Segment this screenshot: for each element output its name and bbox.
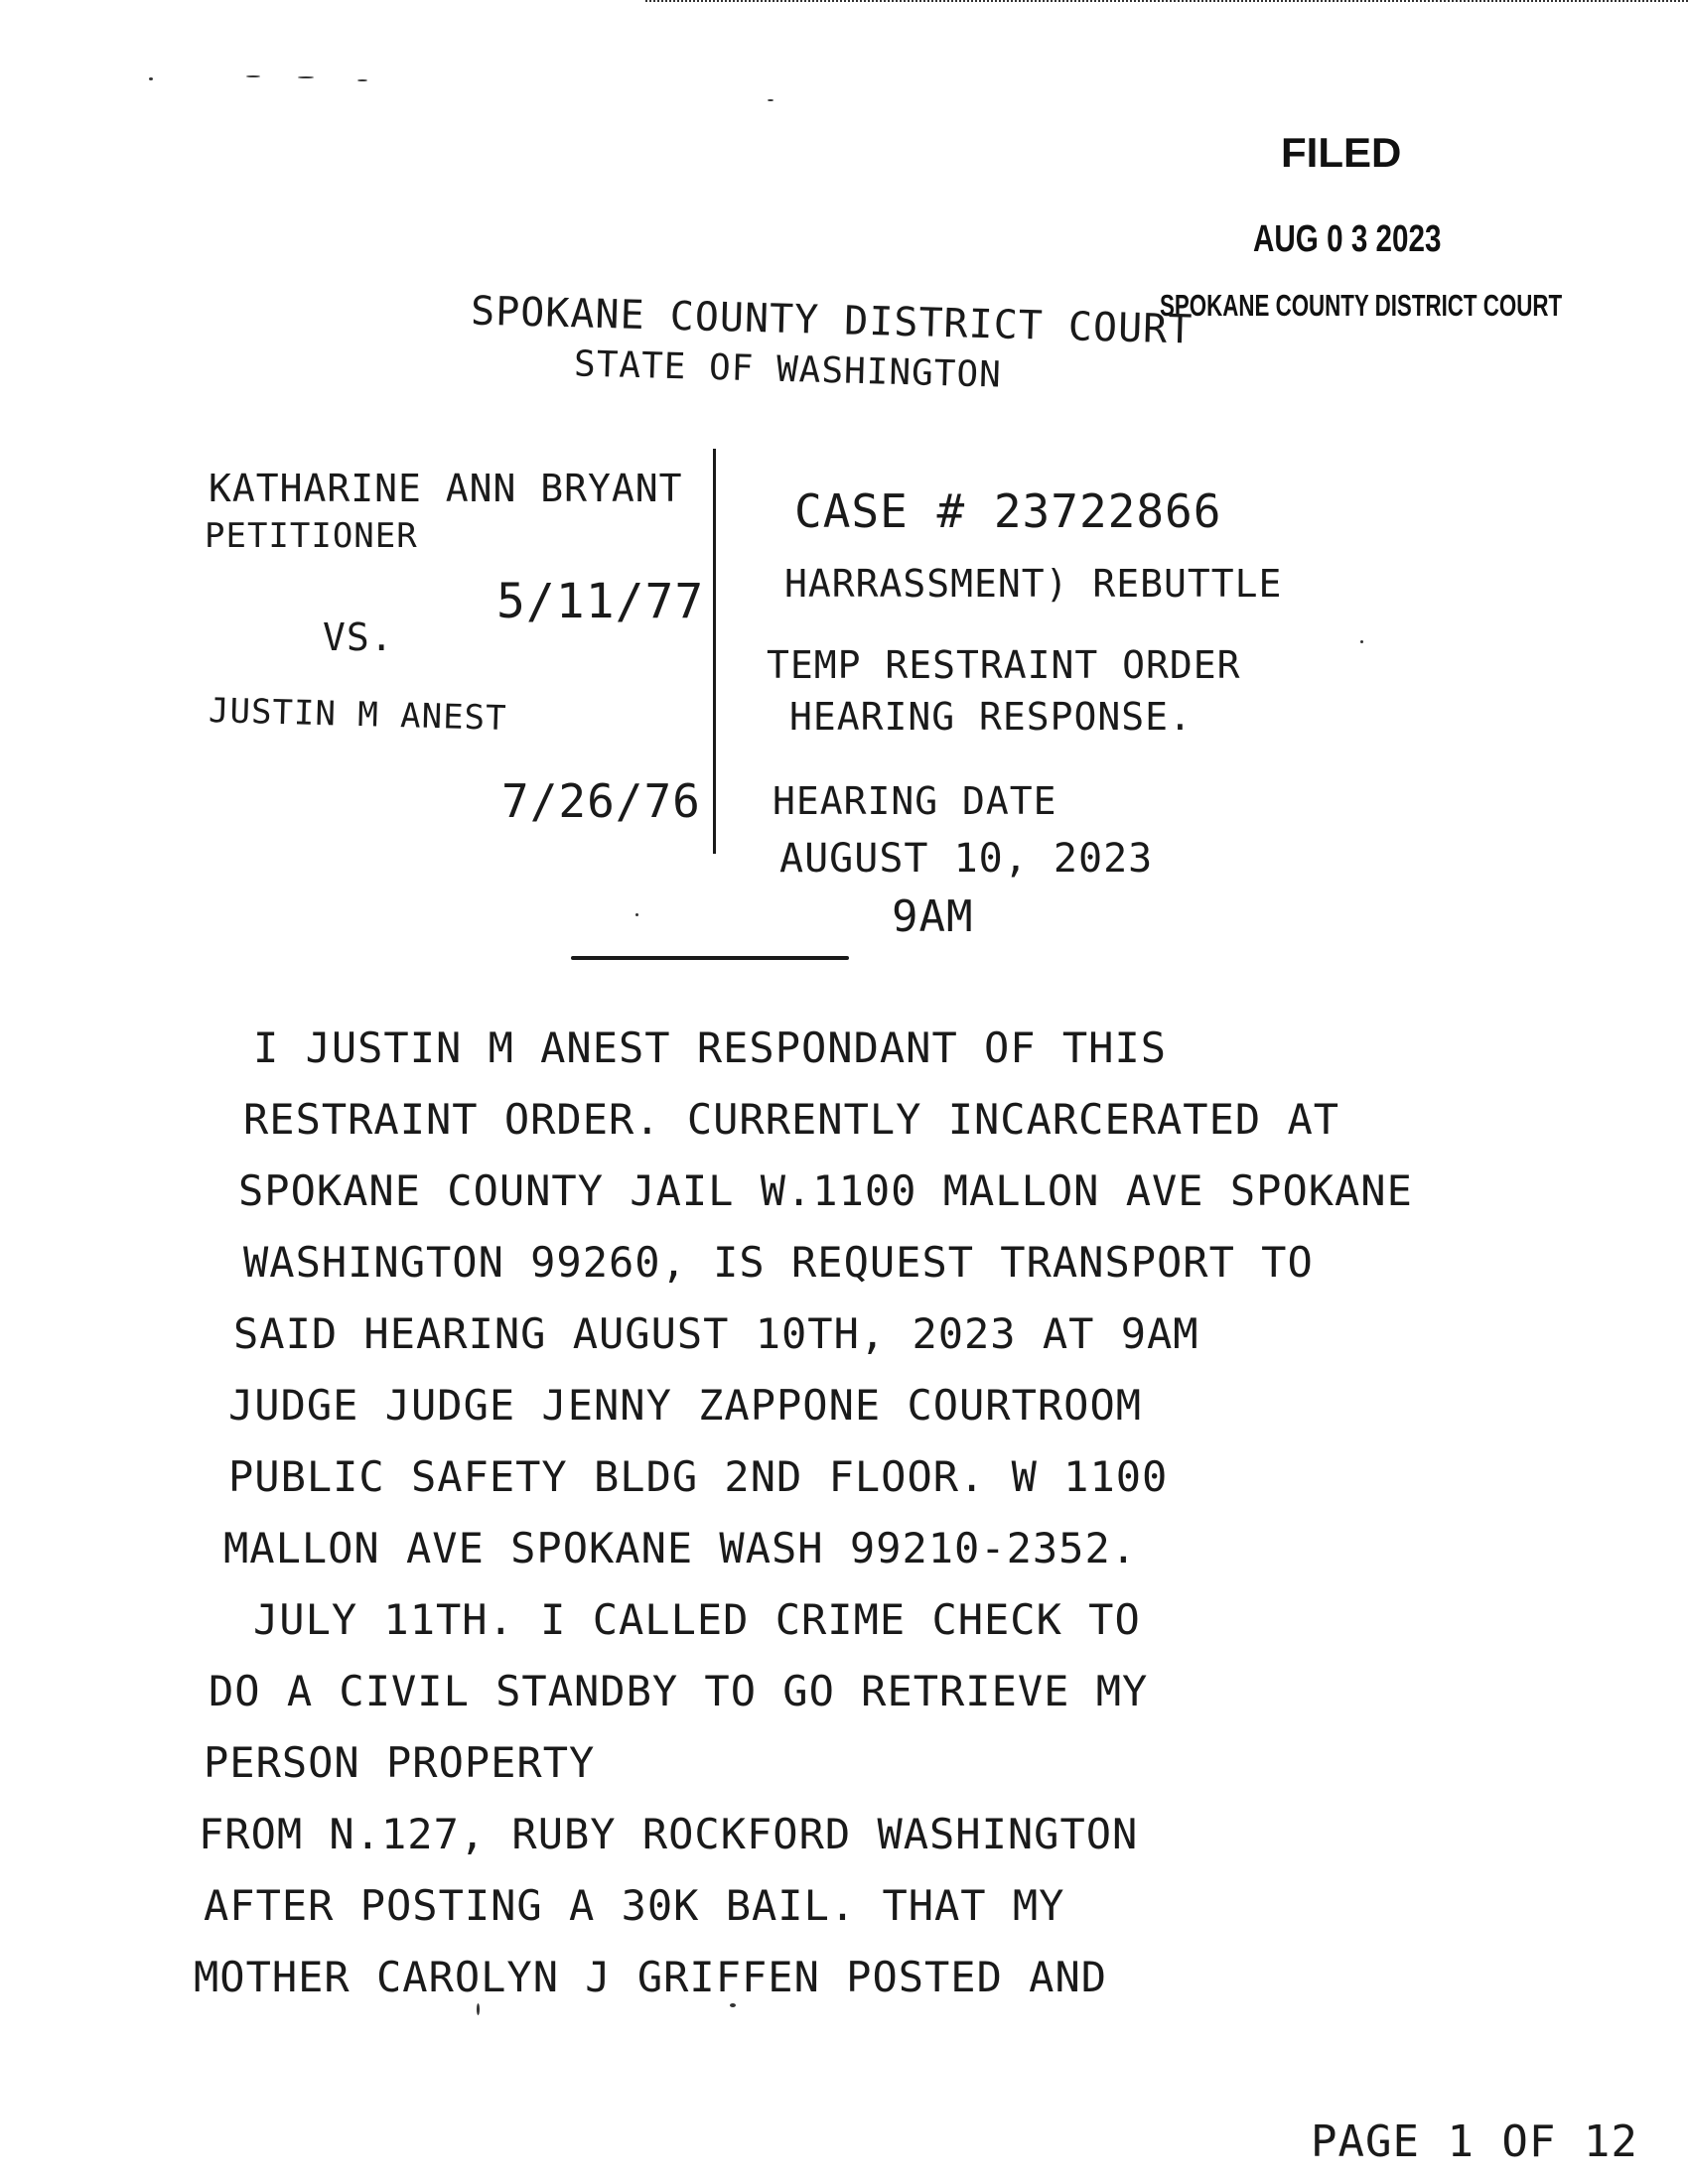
case-type: HARRASSMENT) REBUTTLE	[784, 562, 1283, 606]
top-border-rule	[645, 0, 1688, 2]
scan-speck	[1360, 640, 1363, 643]
body-line: JULY 11TH. I CALLED CRIME CHECK TO	[253, 1595, 1141, 1644]
body-paragraph	[194, 1013, 1425, 2013]
body-line: MALLON AVE SPOKANE WASH 99210-2352.	[223, 1524, 1138, 1572]
hearing-time: 9AM	[892, 891, 974, 942]
hearing-date-label: HEARING DATE	[773, 779, 1057, 823]
body-line: RESTRAINT ORDER. CURRENTLY INCARCERATED AT	[243, 1095, 1340, 1144]
body-line: MOTHER CAROLYN J GRIFFEN POSTED AND	[194, 1953, 1108, 2001]
body-line: SPOKANE COUNTY JAIL W.1100 MALLON AVE SPOKANE	[238, 1166, 1413, 1215]
court-heading-line-1: SPOKANE COUNTY DISTRICT COURT	[470, 288, 1194, 353]
caption-divider	[713, 449, 716, 854]
body-line: WASHINGTON 99260, IS REQUEST TRANSPORT TO	[243, 1238, 1314, 1287]
scan-speck	[298, 76, 314, 78]
versus-label: VS.	[323, 615, 394, 659]
body-line: DO A CIVIL STANDBY TO GO RETRIEVE MY	[209, 1667, 1149, 1715]
scan-speck	[635, 913, 638, 916]
document-title-line-2: HEARING RESPONSE.	[789, 695, 1193, 739]
body-line: PERSON PROPERTY	[204, 1738, 596, 1787]
respondent-dob: 7/26/76	[501, 774, 701, 828]
scan-speck	[357, 79, 367, 81]
hearing-date: AUGUST 10, 2023	[779, 836, 1154, 882]
scan-speck	[149, 77, 153, 80]
body-line: JUDGE JUDGE JENNY ZAPPONE COURTROOM	[228, 1381, 1143, 1430]
body-line: FROM N.127, RUBY ROCKFORD WASHINGTON	[199, 1810, 1139, 1858]
body-line: AFTER POSTING A 30K BAIL. THAT MY	[204, 1881, 1065, 1930]
filed-stamp-court: SPOKANE COUNTY DISTRICT COURT	[1160, 288, 1563, 323]
scan-speck	[246, 75, 260, 77]
body-line: I JUSTIN M ANEST RESPONDANT OF THIS	[253, 1024, 1168, 1072]
scan-speck	[768, 99, 774, 101]
page-number: PAGE 1 OF 12	[1311, 2116, 1638, 2167]
body-line: SAID HEARING AUGUST 10TH, 2023 AT 9AM	[233, 1309, 1199, 1358]
case-number: CASE # 23722866	[794, 484, 1222, 538]
section-rule	[571, 956, 849, 960]
body-line: PUBLIC SAFETY BLDG 2ND FLOOR. W 1100	[228, 1452, 1169, 1501]
respondent-name: JUSTIN M ANEST	[208, 691, 508, 739]
petitioner-label: PETITIONER	[205, 516, 418, 556]
petitioner-dob: 5/11/77	[496, 574, 705, 629]
document-title-line-1: TEMP RESTRAINT ORDER	[767, 643, 1241, 687]
filed-stamp-date: AUG 0 3 2023	[1253, 218, 1442, 260]
petitioner-name: KATHARINE ANN BRYANT	[209, 467, 683, 510]
court-heading-line-2: STATE OF WASHINGTON	[573, 343, 1003, 396]
filed-stamp-label: FILED	[1281, 129, 1402, 176]
